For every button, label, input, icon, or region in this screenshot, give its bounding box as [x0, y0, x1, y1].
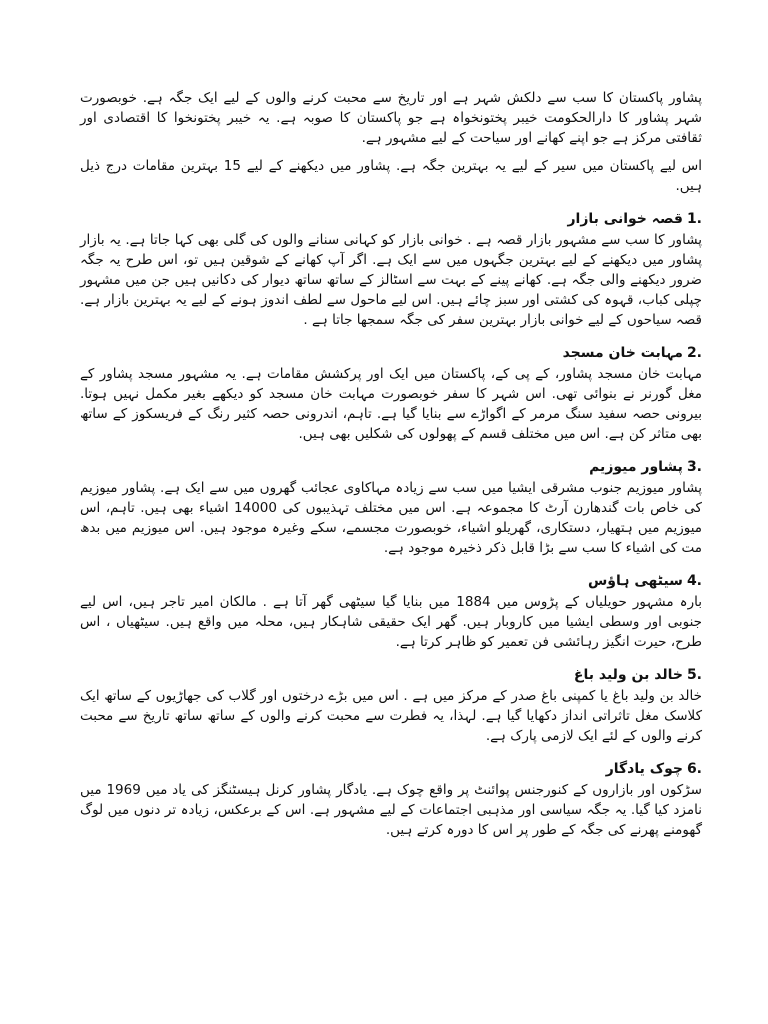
section-body: مہابت خان مسجد پشاور، کے پی کے، پاکستان میں ایک اور پرکشش مقامات ہے. یہ مشہور مسجد پشاور کے مغل گورنر نے بنوائی تھی. اس شہر کا سفر خوبصورت مہابت خان مسجد کو دیکھے بغیر مکمل نہیں ہوتا. بیرونی حصہ سفید سنگ مرمر کے اگواڑے سے بنایا گیا ہے. تاہم، اندرونی حصہ کثیر رنگ کے فریسکوز کے ساتھ بھی متاثر کن ہے. اس میں مختلف قسم کے پھولوں کی شکلیں بھی ہیں. — [80, 366, 702, 442]
section-chowk-yadgar — [80, 758, 702, 840]
section-body: پشاور کا سب سے مشہور بازار قصہ ہے . خوانی بازار کو کہانی سنانے والوں کی گلی بھی کہا جاتا ہے. یہ بازار پشاور میں دیکھنے کے لیے بہترین جگہوں میں سے ایک ہے. اگر آپ کھانے کے شوقین ہیں تو، اس طرح یہ جگہ ضرور دیکھنے والی جگہ ہے. کھانے پینے کے بہت سے اسٹالز کے ساتھ ساتھ دیوار کی دکانیں ہیں جن میں مشہور چپلی کباب، قہوہ کی کشتی اور سبز چائے ہیں. اس لیے ماحول سے لطف اندوز ہونے کے لیے یہ بہترین بازار ہے. قصہ سیاحوں کے لیے خوانی بازار بہترین سفر کی جگہ سمجھا جاتا ہے . — [80, 232, 702, 328]
section-number: 1. — [686, 211, 702, 227]
section-heading — [80, 758, 702, 780]
section-title: پشاور میوزیم — [589, 459, 683, 475]
section-body: سڑکوں اور بازاروں کے کنورجنس پوائنٹ پر واقع چوک ہے. یادگار پشاور کرنل ہیسٹنگز کی یاد میں 1969 میں نامزد کیا گیا. یہ جگہ سیاسی اور مذہبی اجتماعات کے لیے مشہور ہے. اس کے برعکس، زیادہ تر دنوں میں لوگ گھومنے پھرنے کی جگہ کے طور پر اس کا دورہ کرتے ہیں. — [80, 782, 702, 838]
section-khalid-bin-waleed-bagh — [80, 664, 702, 746]
section-peshawar-museum — [80, 456, 702, 558]
section-heading — [80, 456, 702, 478]
section-number: 6. — [686, 761, 702, 777]
section-title: سیٹھی ہاؤس — [587, 573, 683, 589]
section-body: خالد بن ولید باغ یا کمپنی باغ صدر کے مرکز میں ہے . اس میں بڑے درختوں اور گلاب کی جھاڑیوں کے ساتھ ایک کلاسک مغل تاثراتی انداز دکھایا گیا ہے. لہذا، یہ فطرت سے محبت کرنے والوں کے ساتھ ساتھ تاریخ سے محبت کرنے والوں کے لئے ایک لازمی پارک ہے. — [80, 688, 702, 744]
section-number: 2. — [686, 345, 702, 361]
section-body: بارہ مشہور حویلیاں کے پڑوس میں 1884 میں بنایا گیا سیٹھی گھر آتا ہے . مالکان امیر تاجر ہیں، اس لیے جنوبی اور وسطی ایشیا میں کاروبار ہیں. گھر ایک حقیقی شاہکار ہیں، محلہ میں واقع ہیں. سیٹھیاں ، اس طرح، حیرت انگیز رہائشی فن تعمیر کو ظاہر کرتا ہے. — [80, 594, 702, 650]
section-number: 5. — [686, 667, 702, 683]
section-number: 4. — [686, 573, 702, 589]
section-title: خالد بن ولید باغ — [573, 667, 683, 683]
section-heading — [80, 208, 702, 230]
section-body: پشاور میوزیم جنوب مشرقی ایشیا میں سب سے زیادہ مہاکاوی عجائب گھروں میں سے ایک ہے. پشاور میوزیم کی خاص بات گندھارن آرٹ کا مجموعہ ہے. اس میں مختلف تہذیبوں کی 14000 اشیاء بھی ہیں. تاہم، اس میوزیم میں ہتھیار، دستکاری، گھریلو اشیاء، خوبصورت مجسمے، سکے وغیرہ موجود ہیں. اس میوزیم میں بدھ مت کی اشیاء کا سب سے بڑا قابل ذکر ذخیرہ موجود ہے. — [80, 480, 702, 556]
section-heading — [80, 664, 702, 686]
section-heading — [80, 342, 702, 364]
intro-paragraph-1: پشاور پاکستان کا سب سے دلکش شہر ہے اور تاریخ سے محبت کرنے والوں کے لیے ایک جگہ ہے. خوبصورت شہر پشاور کا دارالحکومت خیبر پختونخواہ ہے جو پاکستان کا صوبہ ہے. یہ خیبر پختونخوا کا اقتصادی اور ثقافتی مرکز ہے جو اپنے کھانے اور سیاحت کے لیے مشہور ہے. — [80, 90, 702, 146]
section-title: قصہ خوانی بازار — [567, 211, 683, 227]
section-sethi-house — [80, 570, 702, 652]
section-heading — [80, 570, 702, 592]
section-mahabat-khan — [80, 342, 702, 444]
intro-paragraph-2: اس لیے پاکستان میں سیر کے لیے یہ بہترین جگہ ہے. پشاور میں دیکھنے کے لیے 15 بہترین مقامات درج ذیل ہیں. — [80, 158, 702, 194]
section-qissa-khwani — [80, 208, 702, 330]
section-title: مہابت خان مسجد — [562, 345, 683, 361]
section-title: چوک یادگار — [605, 761, 683, 777]
document-page — [80, 88, 702, 840]
section-number: 3. — [686, 459, 702, 475]
